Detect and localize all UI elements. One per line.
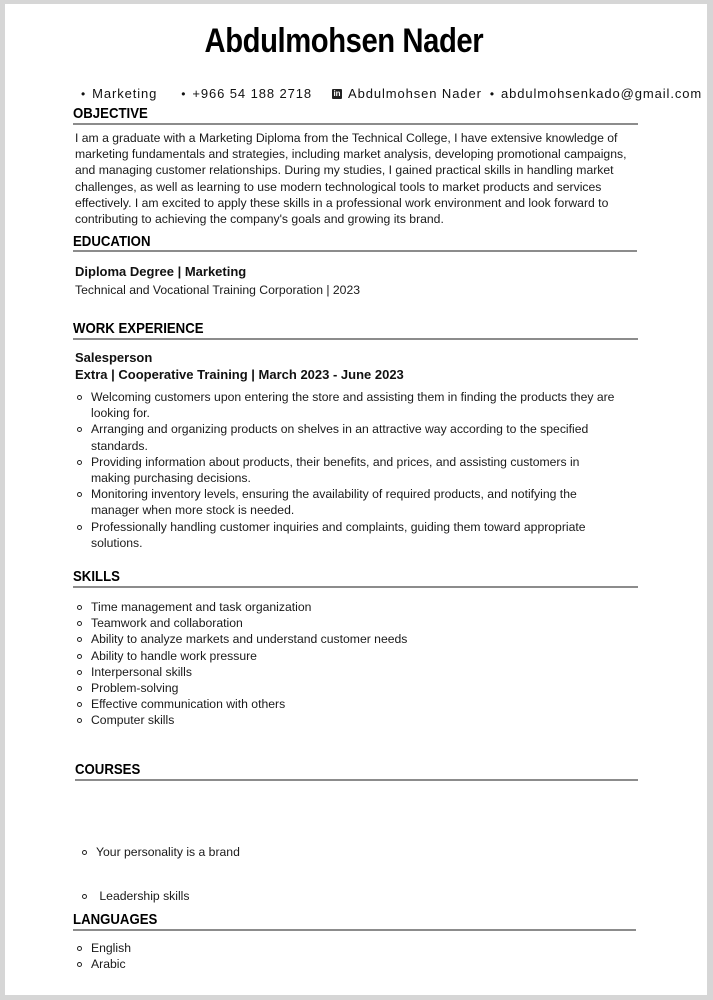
- work-bullet-list: [75, 389, 615, 551]
- resume-page: [5, 4, 707, 995]
- linkedin-icon: in: [333, 88, 341, 98]
- list-item: Ability to handle work pressure: [75, 648, 615, 664]
- section-divider: [75, 779, 638, 781]
- contact-linkedin[interactable]: Abdulmohsen Nader: [348, 86, 482, 102]
- section-divider: [73, 929, 636, 931]
- section-divider: [73, 338, 638, 340]
- section-title-courses: COURSES: [75, 761, 141, 778]
- contact-phone: +966 54 188 2718: [192, 86, 312, 102]
- section-divider: [73, 250, 637, 252]
- list-item: Leadership skills: [80, 888, 580, 904]
- objective-text: I am a graduate with a Marketing Diploma from the Technical College, I have extensive knowledge of marketing fundamentals and strategies, including market analysis, developing promotional campaigns, and managing customer relationships. During my studies, I gained practical skills in handling market challenges, as well as learning to use modern technological tools to market products and services effectively. I am excited to apply these skills in a professional work environment and look forward to contributing to achieving the company's goals and growing its brand.: [75, 131, 627, 227]
- list-item: Monitoring inventory levels, ensuring the availability of required products, and notifying the manager when more stock is needed.: [75, 486, 615, 518]
- list-item: Teamwork and collaboration: [75, 615, 615, 631]
- list-item: Effective communication with others: [75, 696, 615, 712]
- list-item: Welcoming customers upon entering the store and assisting them in finding the products they are looking for.: [75, 389, 615, 421]
- list-item: Computer skills: [75, 712, 615, 728]
- contact-email[interactable]: abdulmohsenkado@gmail.com: [500, 86, 703, 102]
- education-degree: Diploma Degree | Marketing: [75, 264, 247, 279]
- list-item: Time management and task organization: [75, 599, 615, 615]
- list-item: Your personality is a brand: [80, 844, 580, 860]
- bullet-dot: •: [489, 86, 495, 101]
- work-role: Salesperson: [75, 350, 153, 365]
- education-institution: Technical and Vocational Training Corporation | 2023: [75, 283, 361, 297]
- work-details: Extra | Cooperative Training | March 2023 - June 2023: [75, 367, 404, 382]
- section-divider: [73, 123, 638, 125]
- list-item: Problem-solving: [75, 680, 615, 696]
- list-item: Interpersonal skills: [75, 664, 615, 680]
- languages-list: [75, 940, 375, 972]
- section-title-objective: OBJECTIVE: [73, 105, 148, 122]
- list-item: Arranging and organizing products on shelves in an attractive way according to the specified standards.: [75, 421, 615, 453]
- list-item: Ability to analyze markets and understand customer needs: [75, 631, 615, 647]
- list-item: Arabic: [75, 956, 375, 972]
- list-item: Providing information about products, their benefits, and prices, and assisting customers in making purchasing decisions.: [75, 454, 615, 486]
- section-title-skills: SKILLS: [73, 568, 120, 585]
- list-item: Professionally handling customer inquiries and complaints, guiding them toward appropriate solutions.: [75, 519, 615, 551]
- candidate-name: Abdulmohsen Nader: [204, 22, 484, 60]
- bullet-dot: •: [181, 86, 187, 101]
- section-divider: [73, 586, 638, 588]
- list-item: English: [75, 940, 375, 956]
- section-title-education: EDUCATION: [73, 233, 151, 250]
- skills-list: [75, 599, 615, 729]
- section-title-work-experience: WORK EXPERIENCE: [73, 320, 204, 337]
- contact-field: Marketing: [92, 86, 158, 102]
- contact-line: [81, 85, 702, 101]
- bullet-dot: •: [81, 86, 87, 101]
- section-title-languages: LANGUAGES: [73, 911, 158, 928]
